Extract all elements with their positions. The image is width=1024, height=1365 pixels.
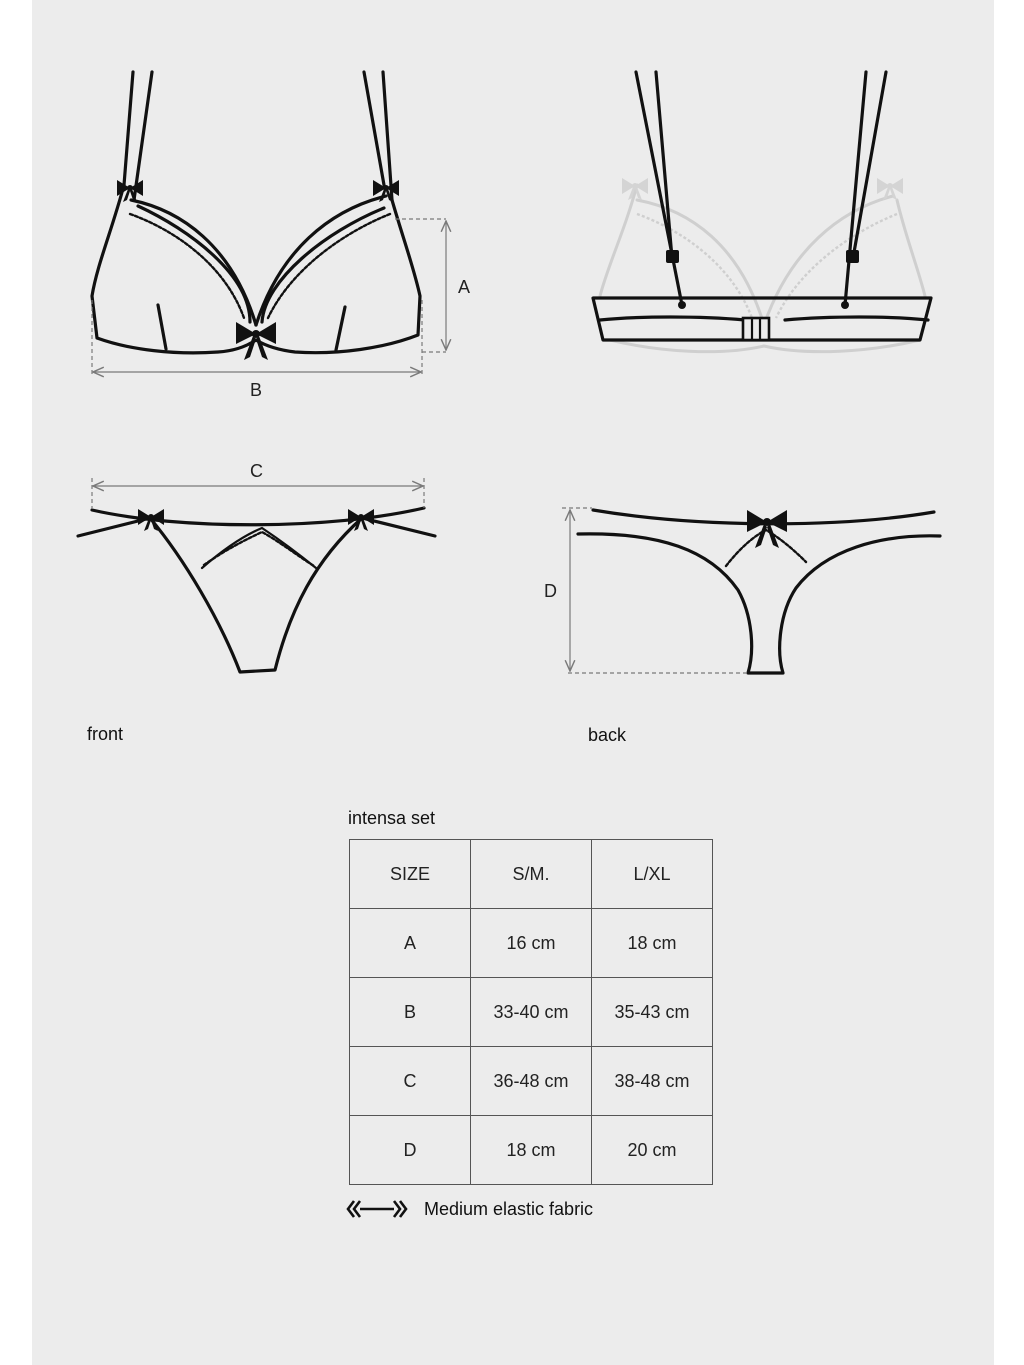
bow-icon (138, 509, 164, 531)
table-row (350, 1047, 713, 1116)
elastic-arrows-icon (346, 1198, 408, 1220)
table-cell: B (350, 978, 471, 1047)
table-cell: 18 cm (471, 1116, 592, 1185)
back-view-label: back (588, 725, 627, 745)
bra-front-drawing (92, 72, 470, 400)
strap-adjuster-icon (666, 250, 679, 263)
table-cell: 36-48 cm (471, 1047, 592, 1116)
table-header-cell: S/M. (471, 840, 592, 909)
table-cell: 16 cm (471, 909, 592, 978)
size-table (349, 839, 713, 1185)
legend (346, 1198, 593, 1220)
panty-front-drawing (78, 461, 435, 672)
table-cell: D (350, 1116, 471, 1185)
table-cell: 20 cm (592, 1116, 713, 1185)
table-row (350, 1116, 713, 1185)
strap-adjuster-icon (846, 250, 859, 263)
table-cell: 38-48 cm (592, 1047, 713, 1116)
table-cell: A (350, 909, 471, 978)
legend-text: Medium elastic fabric (424, 1198, 594, 1219)
table-header-cell: SIZE (350, 840, 471, 909)
bow-icon (747, 510, 787, 548)
dimension-label-a: A (458, 277, 471, 297)
table-header-cell: L/XL (592, 840, 713, 909)
table-cell: 33-40 cm (471, 978, 592, 1047)
table-row (350, 978, 713, 1047)
dimension-label-c: C (250, 461, 263, 481)
table-cell: 35-43 cm (592, 978, 713, 1047)
table-header-row (350, 840, 713, 909)
table-cell: 18 cm (592, 909, 713, 978)
set-title: intensa set (348, 808, 436, 828)
bra-back-drawing (593, 72, 931, 352)
panty-back-drawing (544, 508, 940, 673)
table-row (350, 909, 713, 978)
table-cell: C (350, 1047, 471, 1116)
front-view-label: front (87, 724, 124, 744)
dimension-label-b: B (250, 380, 263, 400)
dimension-label-d: D (544, 581, 557, 601)
